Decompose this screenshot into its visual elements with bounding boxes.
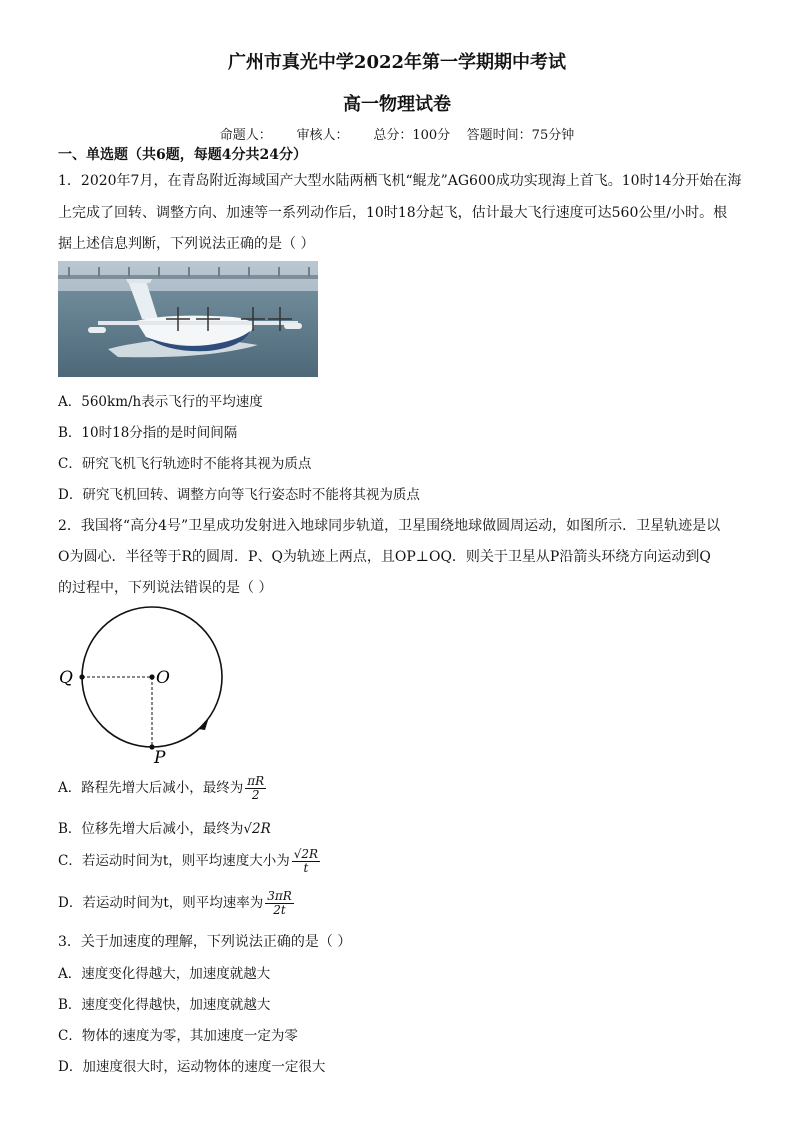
q1-line2: 上完成了回转、调整方向、加速等一系列动作后，10时18分起飞，估计最大飞行速度可达560公里/小时。根 — [58, 205, 728, 221]
q2-option-b: B．位移先增大后减小，最终为√2R — [58, 821, 271, 837]
q2-line1: 2．我国将“高分4号”卫星成功发射进入地球同步轨道，卫星围绕地球做圆周运动，如图所示．卫星轨迹是以 — [58, 518, 721, 534]
exam-subtitle: 高一物理试卷 — [343, 94, 451, 115]
q1-option-b: B．10时18分指的是时间间隔 — [58, 425, 238, 441]
q3-line1: 3．关于加速度的理解，下列说法正确的是（ ） — [58, 934, 352, 950]
label-q: Q — [59, 668, 73, 688]
q2-option-c: C．若运动时间为t，则平均速度大小为 $\frac{√2R}{t}$ — [58, 847, 319, 875]
q2-line3: 的过程中，下列说法错误的是（ ） — [58, 580, 273, 596]
q2-option-d: D．若运动时间为t，则平均速率为 $\frac{3\pi R}{2t}$ — [58, 889, 292, 917]
exam-title: 广州市真光中学2022年第一学期期中考试 — [227, 52, 567, 73]
q1-option-d: D．研究飞机回转、调整方向等飞行姿态时不能将其视为质点 — [58, 487, 420, 503]
q1-option-c: C．研究飞机飞行轨迹时不能将其视为质点 — [58, 456, 312, 472]
q1-option-a: A．560km/h表示飞行的平均速度 — [58, 394, 263, 410]
exam-meta: 命题人： 审核人： 总分：100分 答题时间：75分钟 — [219, 128, 575, 143]
fraction: $\frac{3\pi R}{2t}$ — [267, 889, 292, 917]
label-o: O — [156, 668, 170, 688]
q3-option-b: B．速度变化得越快，加速度就越大 — [58, 997, 271, 1013]
label-p: P — [154, 748, 166, 765]
fraction: $\frac{√2R}{t}$ — [293, 847, 319, 875]
q3-option-a: A．速度变化得越大，加速度就越大 — [58, 966, 271, 982]
seaplane-photo — [58, 261, 318, 377]
fraction: $\frac{\pi R}{2}$ — [247, 774, 265, 802]
q2-option-a: A．路程先增大后减小，最终为 $\frac{\pi R}{2}$ — [58, 774, 265, 802]
section-heading: 一、单选题（共6题，每题4分共24分） — [58, 147, 307, 163]
q1-line1: 1．2020年7月，在青岛附近海域国产大型水陆两栖飞机“鲲龙”AG600成功实现海上首飞。10时14分开始在海 — [58, 173, 742, 189]
q1-line3: 据上述信息判断，下列说法正确的是（ ） — [58, 236, 315, 252]
q3-option-c: C．物体的速度为零，其加速度一定为零 — [58, 1028, 298, 1044]
orbit-diagram — [55, 600, 235, 765]
q3-option-d: D．加速度很大时，运动物体的速度一定很大 — [58, 1059, 326, 1075]
q2-line2: O为圆心．半径等于R的圆周．P、Q为轨迹上两点，且OP⊥OQ．则关于卫星从P沿箭头环绕方向运动到Q — [58, 549, 711, 565]
